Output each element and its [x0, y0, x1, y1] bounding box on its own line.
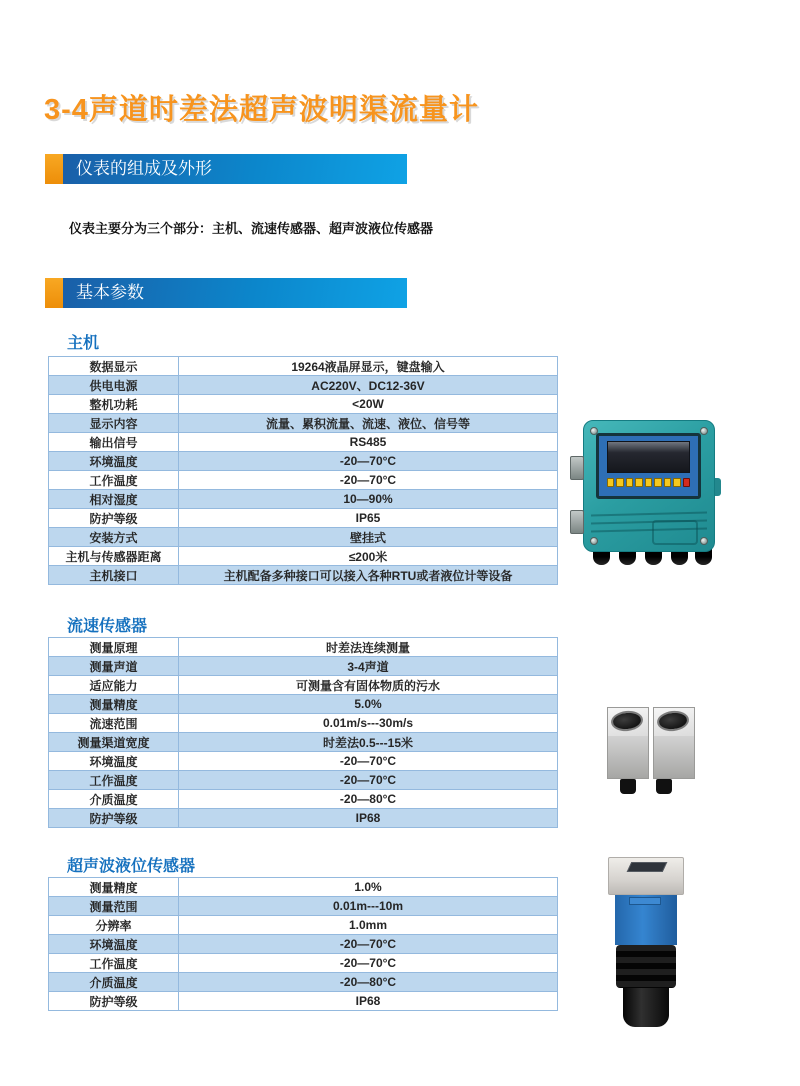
spec-value: 1.0% — [179, 878, 558, 897]
composition-intro-text: 仪表主要分为三个部分：主机、流速传感器、超声波液位传感器 — [69, 221, 434, 236]
table-row — [49, 490, 558, 509]
main-unit-photo — [570, 416, 728, 572]
spec-value: -20—80°C — [179, 973, 558, 992]
spec-label: 测量渠道宽度 — [49, 733, 179, 752]
spec-value: 10—90% — [179, 490, 558, 509]
table-row — [49, 471, 558, 490]
table-row — [49, 733, 558, 752]
spec-label: 主机接口 — [49, 566, 179, 585]
section-header-composition — [45, 154, 407, 184]
spec-label: 环境温度 — [49, 935, 179, 954]
transducer-lens-icon — [610, 709, 644, 732]
key-icon — [635, 478, 642, 487]
table-row — [49, 509, 558, 528]
section-header-composition-label: 仪表的组成及外形 — [63, 154, 407, 184]
table-row — [49, 528, 558, 547]
spec-value: IP68 — [179, 992, 558, 1011]
spec-value: 5.0% — [179, 695, 558, 714]
spec-value: 1.0mm — [179, 916, 558, 935]
screw-icon — [700, 537, 708, 545]
spec-value: -20—70°C — [179, 771, 558, 790]
spec-value: 时差法连续测量 — [179, 638, 558, 657]
key-icon — [673, 478, 680, 487]
spec-value: -20—70°C — [179, 471, 558, 490]
spec-value: 0.01m/s---30m/s — [179, 714, 558, 733]
spec-label: 防护等级 — [49, 809, 179, 828]
transducer-lens-icon — [656, 709, 690, 732]
transducer-side-face — [608, 736, 648, 778]
spec-label: 安装方式 — [49, 528, 179, 547]
table-row — [49, 452, 558, 471]
spec-value: ≤200米 — [179, 547, 558, 566]
keypad — [607, 478, 690, 487]
spec-label: 数据显示 — [49, 357, 179, 376]
spec-label: 测量精度 — [49, 695, 179, 714]
spec-label: 测量范围 — [49, 897, 179, 916]
screw-icon — [700, 427, 708, 435]
spec-table-velocity-sensor — [48, 637, 558, 828]
table-row — [49, 752, 558, 771]
power-key-icon — [683, 478, 690, 487]
spec-label: 测量精度 — [49, 878, 179, 897]
spec-value: 19264液晶屏显示，键盘输入 — [179, 357, 558, 376]
spec-label: 输出信号 — [49, 433, 179, 452]
spec-label: 显示内容 — [49, 414, 179, 433]
spec-value: -20—80°C — [179, 790, 558, 809]
spec-table-main-unit — [48, 356, 558, 585]
spec-value: 时差法0.5---15米 — [179, 733, 558, 752]
spec-value: 主机配备多种接口可以接入各种RTU或者液位计等设备 — [179, 566, 558, 585]
group-title-velocity-sensor: 流速传感器 — [67, 618, 148, 635]
spec-value: <20W — [179, 395, 558, 414]
spec-label: 适应能力 — [49, 676, 179, 695]
table-row — [49, 638, 558, 657]
table-row — [49, 566, 558, 585]
display-panel — [596, 433, 701, 499]
spec-label: 供电电源 — [49, 376, 179, 395]
spec-label: 流速范围 — [49, 714, 179, 733]
level-sensor-photo — [607, 857, 685, 1027]
key-icon — [664, 478, 671, 487]
group-title-level-sensor: 超声波液位传感器 — [67, 858, 196, 875]
sensor-blue-body — [615, 895, 677, 945]
table-row — [49, 916, 558, 935]
table-row — [49, 992, 558, 1011]
table-row — [49, 414, 558, 433]
page-title: 3-4声道时差法超声波明渠流量计 — [44, 94, 479, 126]
table-row — [49, 714, 558, 733]
table-row — [49, 695, 558, 714]
table-row — [49, 897, 558, 916]
spec-label: 介质温度 — [49, 973, 179, 992]
spec-value: 3-4声道 — [179, 657, 558, 676]
spec-label: 介质温度 — [49, 790, 179, 809]
spec-value: RS485 — [179, 433, 558, 452]
body-notch — [629, 897, 661, 905]
enclosure-body — [583, 420, 715, 552]
spec-label: 防护等级 — [49, 509, 179, 528]
mount-stub-icon — [620, 779, 636, 794]
cap-lcd-window — [627, 862, 668, 872]
hinge-icon — [570, 456, 584, 480]
screw-icon — [590, 537, 598, 545]
spec-label: 环境温度 — [49, 452, 179, 471]
table-row — [49, 771, 558, 790]
table-row — [49, 790, 558, 809]
spec-table-level-sensor — [48, 877, 558, 1011]
nameplate-outline — [652, 520, 698, 545]
table-row — [49, 376, 558, 395]
spec-value: AC220V、DC12-36V — [179, 376, 558, 395]
key-icon — [626, 478, 633, 487]
transducer-top-face — [654, 708, 694, 736]
spec-label: 测量原理 — [49, 638, 179, 657]
spec-value: 流量、累积流量、流速、液位、信号等 — [179, 414, 558, 433]
orange-accent-block — [45, 278, 63, 308]
table-row — [49, 935, 558, 954]
spec-label: 工作温度 — [49, 771, 179, 790]
threaded-collar — [616, 945, 676, 988]
spec-label: 主机与传感器距离 — [49, 547, 179, 566]
side-tab-icon — [715, 478, 721, 496]
section-header-parameters-label: 基本参数 — [63, 278, 407, 308]
hinge-icon — [570, 510, 584, 534]
spec-label: 工作温度 — [49, 471, 179, 490]
sensor-cap — [608, 857, 684, 895]
spec-label: 防护等级 — [49, 992, 179, 1011]
rib-line — [591, 511, 707, 516]
table-row — [49, 547, 558, 566]
table-row — [49, 357, 558, 376]
spec-label: 整机功耗 — [49, 395, 179, 414]
spec-value: 可测量含有固体物质的污水 — [179, 676, 558, 695]
table-row — [49, 676, 558, 695]
spec-label: 相对湿度 — [49, 490, 179, 509]
spec-value: -20—70°C — [179, 752, 558, 771]
table-row — [49, 878, 558, 897]
mount-stub-icon — [656, 779, 672, 794]
section-header-parameters — [45, 278, 407, 308]
table-row — [49, 433, 558, 452]
table-row — [49, 954, 558, 973]
spec-label: 测量声道 — [49, 657, 179, 676]
key-icon — [654, 478, 661, 487]
transducer-block — [607, 707, 649, 779]
spec-value: -20—70°C — [179, 935, 558, 954]
velocity-sensor-photo — [606, 707, 698, 795]
transducer-horn — [623, 988, 669, 1027]
spec-value: -20—70°C — [179, 954, 558, 973]
table-row — [49, 657, 558, 676]
table-row — [49, 395, 558, 414]
key-icon — [607, 478, 614, 487]
transducer-top-face — [608, 708, 648, 736]
spec-label: 工作温度 — [49, 954, 179, 973]
spec-value: IP65 — [179, 509, 558, 528]
spec-label: 分辨率 — [49, 916, 179, 935]
spec-value: -20—70°C — [179, 452, 558, 471]
lcd-screen — [607, 441, 690, 473]
table-row — [49, 973, 558, 992]
transducer-side-face — [654, 736, 694, 778]
spec-value: 壁挂式 — [179, 528, 558, 547]
key-icon — [616, 478, 623, 487]
spec-value: 0.01m---10m — [179, 897, 558, 916]
group-title-main-unit: 主机 — [67, 335, 100, 352]
table-row — [49, 809, 558, 828]
key-icon — [645, 478, 652, 487]
spec-value: IP68 — [179, 809, 558, 828]
spec-label: 环境温度 — [49, 752, 179, 771]
transducer-block — [653, 707, 695, 779]
orange-accent-block — [45, 154, 63, 184]
